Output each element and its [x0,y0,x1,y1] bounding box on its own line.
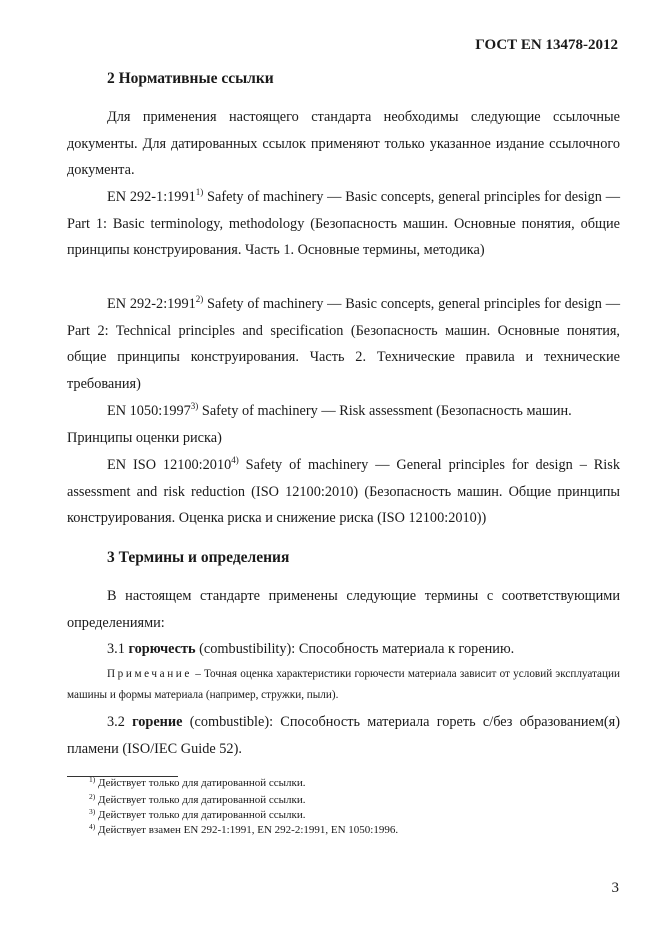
ref-footnote-mark: 1) [195,187,204,197]
term-name: горючесть [128,641,196,657]
footnote-text: Действует только для датированной ссылки. [95,794,306,806]
footnote-3 [89,809,306,821]
ref-text: Safety of machinery — Basic concepts, general principles for design — Part 2: Technical principles and specification (Безопасность машин. Основные понятия, общие принципы конструирования. Часть 2. Технические правила и технические требования) [67,296,620,393]
ref-text: Safety of machinery — Basic concepts, general principles for design — Part 1: Basic terminology, methodology (Безопасность машин. Основные понятия, общие принципы конструирования. Часть 1. Основные термины, методика) [67,189,620,259]
ref-code: EN ISO 12100:2010 [107,457,232,473]
section-2-intro: Для применения настоящего стандарта необходимы следующие ссылочные документы. Для датированных ссылок применяют только указанное издание ссылочного документа. [67,109,620,179]
document-header: ГОСТ EN 13478-2012 [475,37,618,53]
section-2-title: 2 Нормативные ссылки [107,70,274,87]
note-text: – Точная оценка характеристики горючести материала зависит от условий эксплуатации машины и формы материала (например, стружки, пыли). [67,668,620,701]
term-combustible [67,709,620,762]
ref-footnote-mark: 2) [195,294,204,304]
footnote-text: Действует взамен EN 292-1:1991, EN 292-2:1991, EN 1050:1996. [95,824,399,836]
footnote-text: Действует только для датированной ссылки. [95,809,306,821]
section-3-intro: В настоящем стандарте применены следующие термины с соответствующими определениями: [67,588,620,631]
note-label: Примечание [107,668,192,680]
term-combustibility [67,636,620,663]
ref-text: Safety of machinery — Risk assessment (Безопасность машин. Принципы оценки риска) [67,403,572,446]
footnote-1 [89,777,306,789]
reference-en-292-1 [67,184,620,264]
note [67,664,620,706]
term-definition: (combustible): Способность материала гореть с/без образованием(я) пламени (ISO/IEC Guide 52). [67,714,620,757]
footnote-mark: 4) [89,822,96,831]
reference-en-1050 [67,398,620,451]
term-number: 3.2 [107,714,133,730]
ref-code: EN 1050:1997 [107,403,191,419]
section-3-title: 3 Термины и определения [107,549,290,566]
reference-en-iso-12100 [67,452,620,532]
footnote-2 [89,794,306,806]
footnote-mark: 2) [89,792,96,801]
ref-text: Safety of machinery — General principles for design – Risk assessment and risk reduction (ISO 12100:2010) (Безопасность машин. Общие принципы конструирования. Оценка риска и снижение риска (ISO 12100:2010)) [67,457,620,527]
ref-footnote-mark: 3) [190,401,199,411]
page-number: 3 [611,880,619,896]
reference-en-292-2 [67,291,620,398]
footnote-mark: 3) [89,807,96,816]
footnote-text: Действует только для датированной ссылки. [95,777,306,789]
ref-code: EN 292-1:1991 [107,189,196,205]
term-definition: (combustibility): Способность материала к горению. [195,641,515,657]
footnote-4 [89,824,398,836]
term-name: горение [132,714,183,730]
ref-code: EN 292-2:1991 [107,296,196,312]
ref-footnote-mark: 4) [231,455,239,465]
footnote-mark: 1) [89,775,96,784]
term-number: 3.1 [107,641,129,657]
